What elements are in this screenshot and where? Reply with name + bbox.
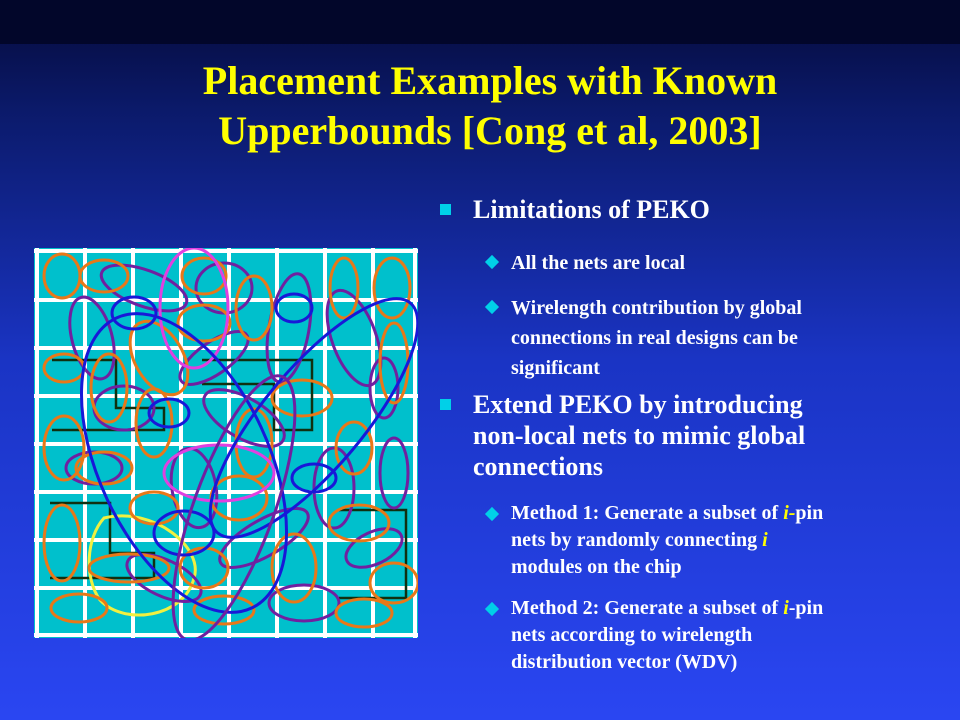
square-bullet-icon (440, 399, 451, 410)
slide-title (80, 56, 900, 156)
sub-bullet-line (511, 527, 948, 554)
diamond-bullet-icon (485, 507, 499, 521)
italic-variable: i- (783, 502, 796, 524)
method-text: -pin (788, 597, 824, 619)
sub-bullet-line (511, 595, 948, 622)
sub-bullet-line (511, 500, 948, 527)
sub-bullet-line: Wirelength contribution by global (511, 297, 802, 319)
italic-variable: i (762, 529, 768, 551)
bullet-extend-peko (438, 389, 948, 482)
bullet-list (438, 190, 948, 676)
sub-bullet-line: modules on the chip (511, 556, 682, 578)
sub-bullet-line: connections in real designs can be (511, 327, 798, 349)
title-line-1: Placement Examples with Known (202, 58, 778, 103)
sub-bullet-text: All the nets are local (511, 252, 686, 274)
italic-variable: i (783, 597, 789, 619)
diamond-bullet-icon (485, 255, 499, 269)
method-text: Method 1: Generate a subset of (511, 502, 784, 524)
top-band (0, 0, 960, 44)
sub-bullet-wirelength (438, 293, 948, 383)
sub-bullet-line: significant (511, 357, 600, 379)
sub-bullet-line: distribution vector (WDV) (511, 651, 738, 673)
square-bullet-icon (440, 204, 451, 215)
sub-bullet-line: nets according to wirelength (511, 624, 753, 646)
sub-bullet-local-nets (438, 248, 948, 278)
method-text: nets by randomly connecting (511, 529, 763, 551)
bullet-limitations (438, 194, 948, 225)
sub-bullet-method-1 (438, 500, 948, 581)
bullet-text: Limitations of PEKO (473, 195, 710, 224)
diamond-bullet-icon (485, 300, 499, 314)
title-line-2: Upperbounds [Cong et al, 2003] (218, 108, 762, 153)
bullet-line: non-local nets to mimic global (473, 421, 806, 450)
method-text: pin (795, 502, 824, 524)
sub-bullet-method-2 (438, 595, 948, 676)
bullet-line: Extend PEKO by introducing (473, 390, 803, 419)
diamond-bullet-icon (485, 602, 499, 616)
bullet-line: connections (473, 452, 603, 481)
method-text: Method 2: Generate a subset of (511, 597, 784, 619)
placement-figure (34, 248, 418, 638)
